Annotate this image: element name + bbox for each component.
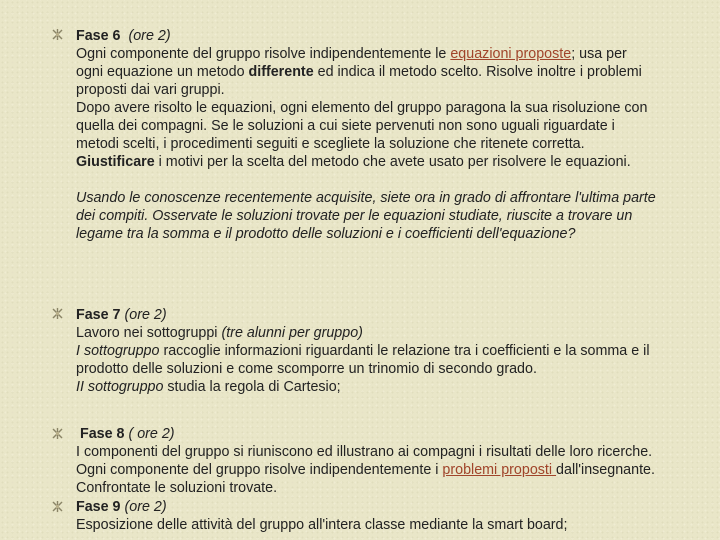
fase7-line-2 (76, 342, 656, 378)
fase8-hours: ( ore 2) (128, 426, 175, 442)
fase6-heading (76, 27, 656, 45)
fase6-p1-text-c: ed indica il metodo scelto. Risolve inoltre i problemi proposti dai vari gruppi. (76, 64, 642, 98)
ornamental-bullet-icon (52, 308, 63, 319)
fase8-heading (76, 425, 656, 443)
fase8-section (76, 425, 656, 497)
fase7-line1-italic: (tre alunni per gruppo) (221, 325, 363, 341)
fase6-paragraph-1 (76, 45, 656, 99)
fase7-title: Fase 7 (76, 307, 121, 323)
fase6-hours: (ore 2) (128, 28, 171, 44)
ornamental-bullet-icon (52, 501, 63, 512)
fase6-p1-bold: differente (248, 64, 314, 80)
fase9-title: Fase 9 (76, 499, 121, 515)
fase8-text (76, 443, 656, 497)
fase9-hours: (ore 2) (124, 499, 167, 515)
fase7-line-3 (76, 378, 656, 396)
ornamental-bullet-icon (52, 29, 63, 40)
fase7-line1-text: Lavoro nei sottogruppi (76, 325, 222, 341)
fase6-title: Fase 6 (76, 28, 121, 44)
problemi-proposti-link[interactable]: problemi proposti (442, 462, 557, 478)
fase8-title: Fase 8 (79, 426, 125, 442)
fase8-text-b: dall'insegnante. Confrontate le soluzioni trovate. (76, 462, 655, 496)
fase9-heading (76, 498, 656, 516)
fase6-p2-text: Dopo avere risolto le equazioni, ogni elemento del gruppo paragona la sua risoluzione con quella dei compagni. Se le soluzioni a cui siete pervenuti non sono uguali riguardate i metodi scelti, i procedimenti seguiti e scegliete la soluzione che ritenete corretta. (76, 100, 648, 152)
fase6-section (76, 27, 656, 243)
equazioni-proposte-link[interactable]: equazioni proposte (450, 46, 572, 62)
fase7-hours: (ore 2) (124, 307, 167, 323)
fase6-p2-bold: Giustificare (76, 154, 155, 170)
fase6-paragraph-2 (76, 99, 656, 171)
fase7-section (76, 306, 656, 396)
fase7-line3-text: studia la regola di Cartesio; (163, 379, 341, 395)
fase6-p2-text-b: i motivi per la scelta del metodo che avete usato per risolvere le equazioni. (154, 154, 631, 170)
fase7-line3-italic: II sottogruppo (76, 379, 164, 395)
fase9-section (76, 498, 656, 534)
fase7-line-1 (76, 324, 656, 342)
fase6-p1-text-b: ; usa per ogni equazione un metodo (76, 46, 627, 80)
ornamental-bullet-icon (52, 428, 63, 439)
fase9-text: Esposizione delle attività del gruppo all'intera classe mediante la smart board; (76, 517, 568, 533)
fase7-line2-text: raccoglie informazioni riguardanti le relazione tra i coefficienti e la somma e il prodotto delle soluzioni e come scomporre un trinomio di secondo grado. (76, 343, 650, 377)
fase6-italic-note: Usando le conoscenze recentemente acquisite, siete ora in grado di affrontare l'ultima parte dei compiti. Osservate le soluzioni trovate per le equazioni studiate, riuscite a trovare un legame tra la somma e il prodotto delle soluzioni e i coefficienti dell'equazione? (76, 190, 656, 242)
fase6-p1-text: Ogni componente del gruppo risolve indipendentemente le (76, 46, 451, 62)
fase8-text-a: I componenti del gruppo si riuniscono ed illustrano ai compagni i risultati delle loro ricerche. Ogni componente del gruppo risolve indipendentemente i (76, 444, 653, 478)
fase7-heading (76, 306, 656, 324)
fase7-line2-italic: I sottogruppo (76, 343, 160, 359)
